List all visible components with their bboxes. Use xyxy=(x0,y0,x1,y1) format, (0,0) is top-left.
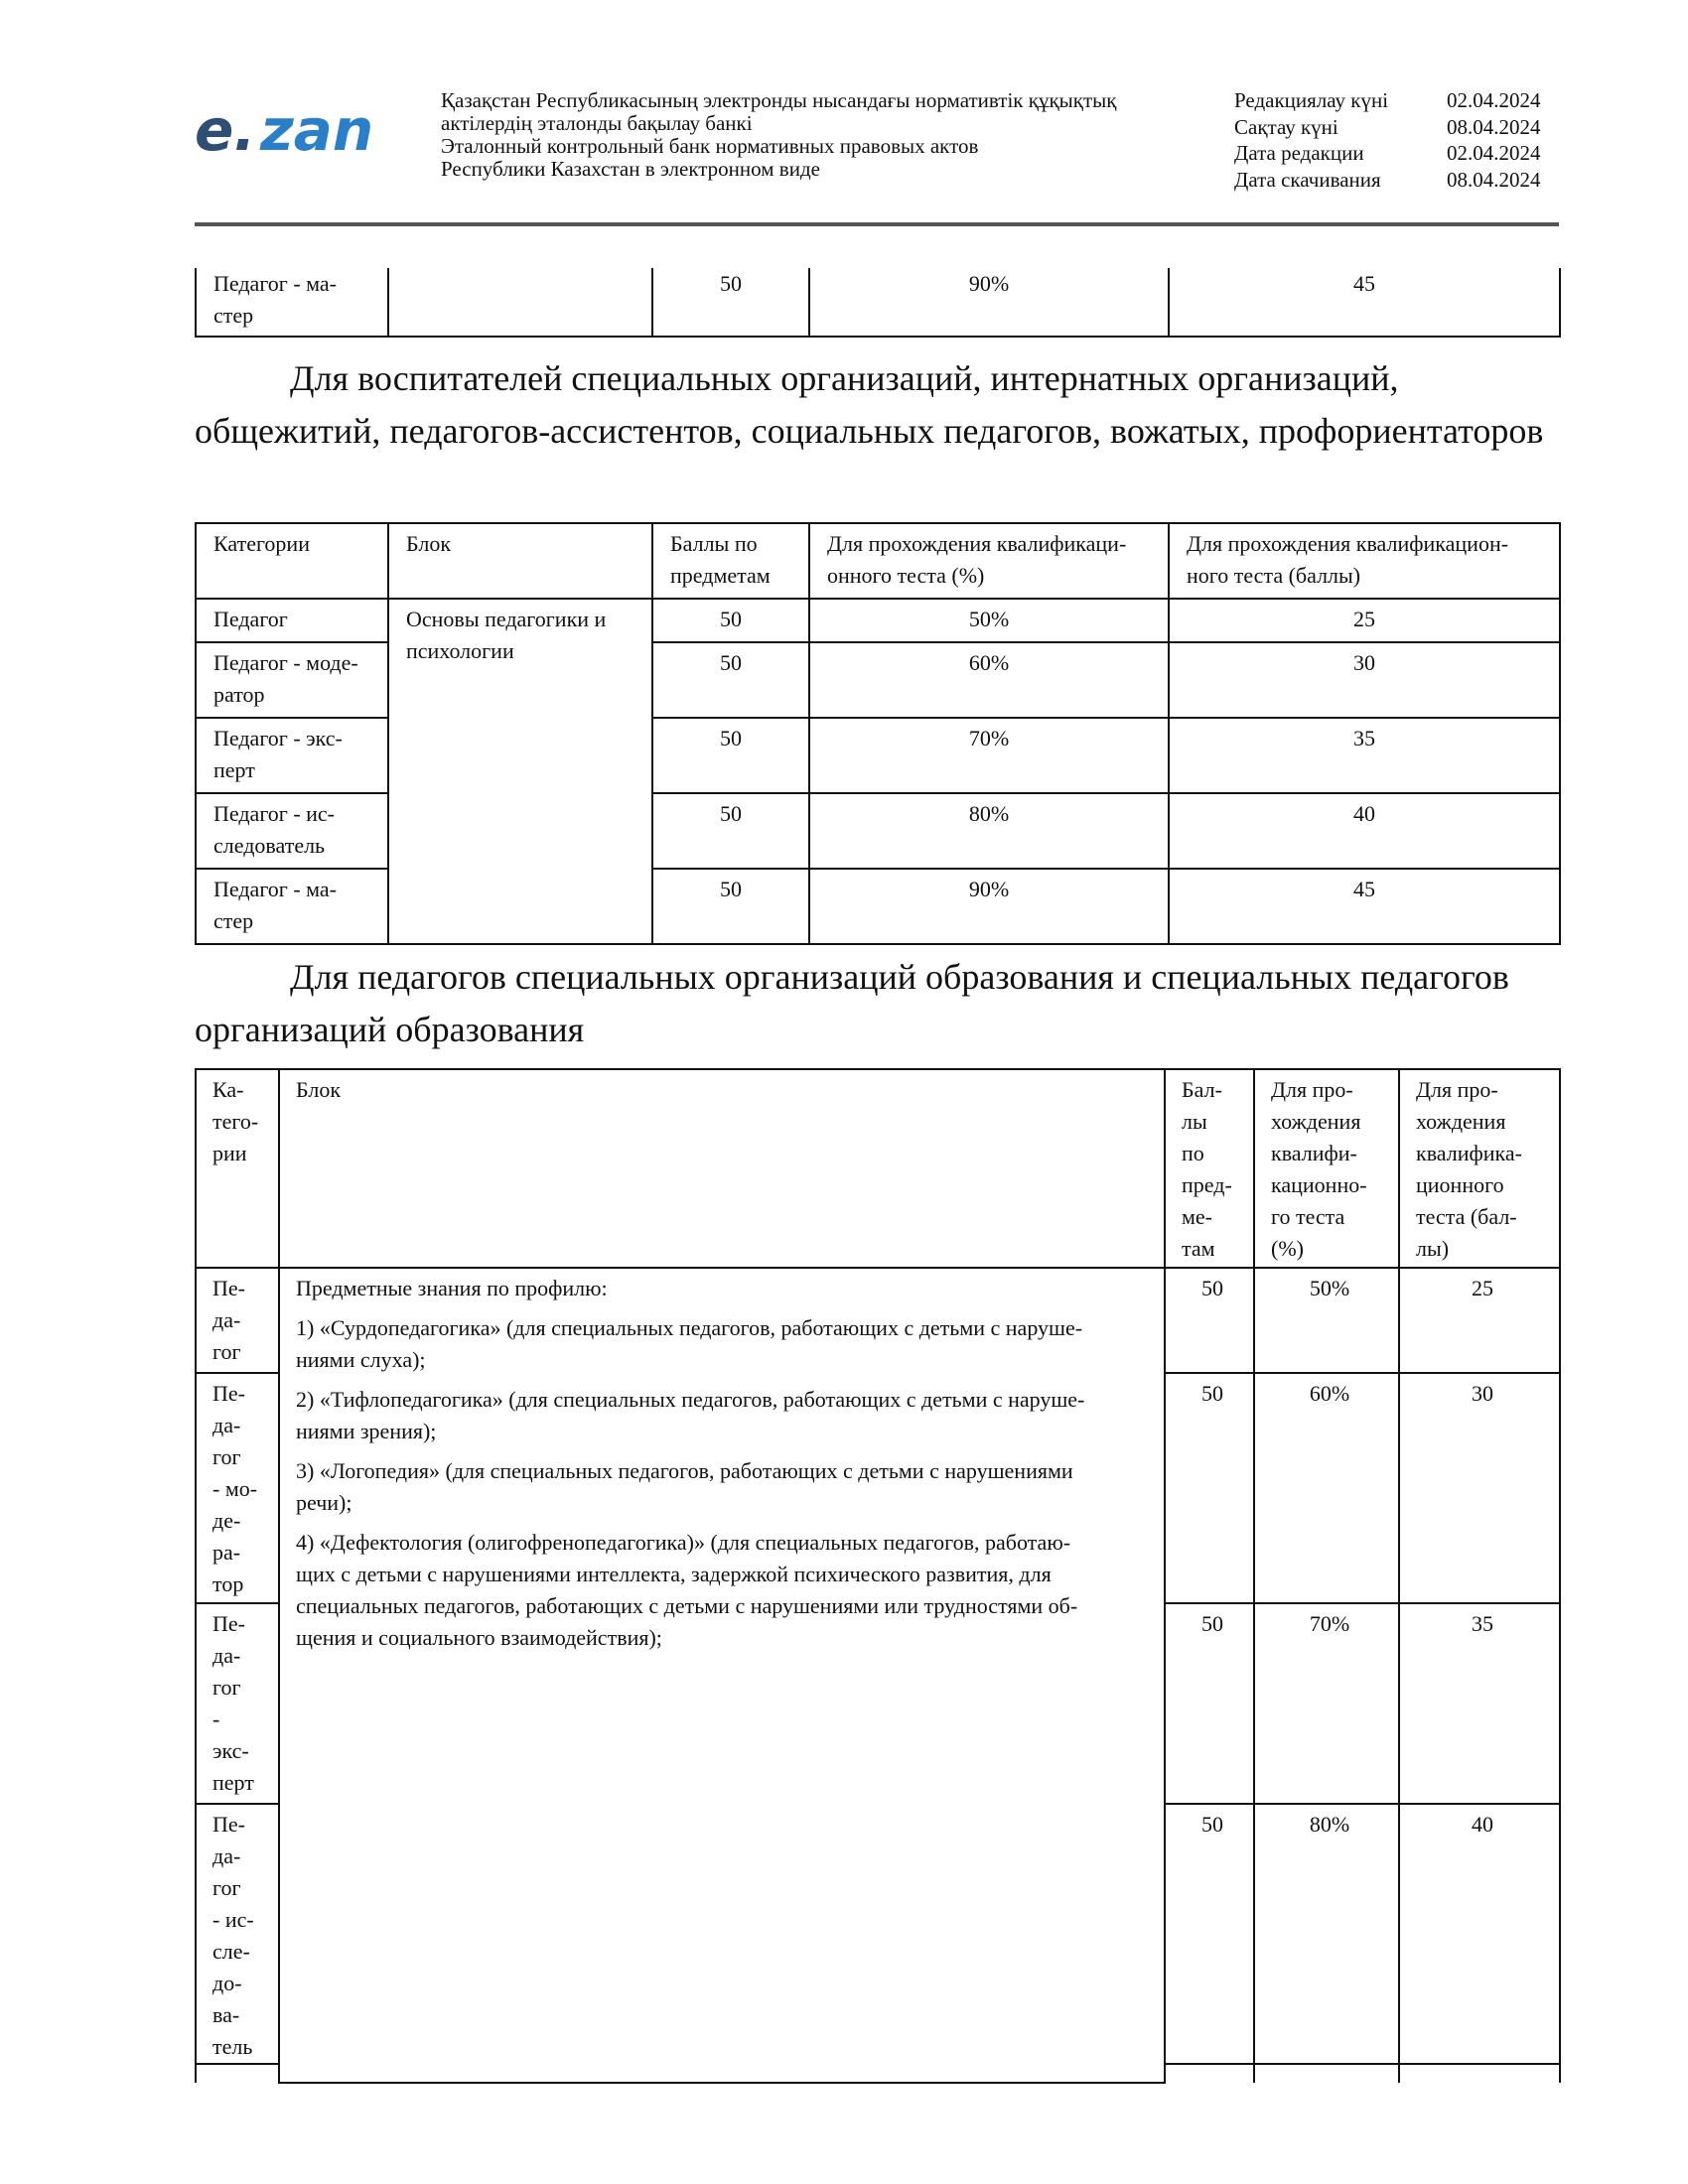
cell-block xyxy=(279,1268,1165,2083)
cell-percent: 80% xyxy=(1254,1804,1399,2064)
date-row-save-kz xyxy=(1234,114,1541,141)
block-paragraph: 2) «Тифлопедагогика» (для специальных педагогов, работающих с детьми с наруше- ниями зрения); xyxy=(296,1387,1085,1443)
cell-category xyxy=(196,2064,279,2083)
cell-score: 30 xyxy=(1169,642,1560,718)
cell-percent: 50% xyxy=(1254,1268,1399,1373)
date-row-edit-kz xyxy=(1234,87,1541,114)
cell-category: Пе- да- гог xyxy=(196,1268,279,1373)
cell-score: 40 xyxy=(1169,793,1560,869)
cell-points: 50 xyxy=(652,268,809,337)
cell-category: Педагог - экс- перт xyxy=(196,718,388,793)
cell-score: 30 xyxy=(1399,1373,1560,1603)
ezan-logo xyxy=(195,95,393,165)
cell-percent: 80% xyxy=(809,793,1169,869)
table-row xyxy=(196,1268,1560,1373)
cell-percent: 70% xyxy=(1254,1603,1399,1804)
cell-points: 50 xyxy=(1165,1603,1254,1804)
header-block: Блок xyxy=(279,1069,1165,1268)
svg-text:e.: e. xyxy=(195,96,256,164)
cell-points: 50 xyxy=(652,793,809,869)
cell-category: Пе- да- гог - экс- перт xyxy=(196,1603,279,1804)
date-row-edit-ru xyxy=(1234,140,1541,167)
date-label: Редакциялау күні xyxy=(1234,88,1389,112)
cell-block: Основы педагогики и психологии xyxy=(388,599,652,944)
org-line: Қазақстан Республикасының электронды нысандағы нормативтік құқықтық xyxy=(441,88,1117,112)
cell-score: 45 xyxy=(1169,869,1560,944)
svg-text:zan: zan xyxy=(260,96,374,164)
cell-category: Пе- да- гог - мо- де- ра- тор xyxy=(196,1373,279,1603)
cell-percent xyxy=(1254,2064,1399,2083)
cell-percent: 60% xyxy=(809,642,1169,718)
block-paragraph: 3) «Логопедия» (для специальных педагогов, работающих с детьми с нарушениями речи); xyxy=(296,1458,1073,1515)
table-header-row xyxy=(196,523,1560,599)
document-dates xyxy=(1234,87,1541,193)
cell-percent: 90% xyxy=(809,268,1169,337)
registry-title xyxy=(441,89,1196,181)
org-line: Эталонный контрольный банк нормативных правовых актов xyxy=(441,134,979,158)
cell-percent: 90% xyxy=(809,869,1169,944)
header-category: Категории xyxy=(196,523,388,599)
cell-percent: 70% xyxy=(809,718,1169,793)
table-header-row xyxy=(196,1069,1560,1268)
date-value: 02.04.2024 xyxy=(1447,88,1541,112)
cell-category: Педагог - моде- ратор xyxy=(196,642,388,718)
table-continuation xyxy=(195,268,1561,338)
cell-points xyxy=(1165,2064,1254,2083)
cell-category: Педагог - ма- стер xyxy=(196,869,388,944)
cell-points: 50 xyxy=(652,642,809,718)
header-divider xyxy=(195,222,1559,226)
cell-category: Педагог xyxy=(196,599,388,642)
cell-points: 50 xyxy=(652,599,809,642)
header-points: Баллы по предметам xyxy=(652,523,809,599)
cell-score: 25 xyxy=(1169,599,1560,642)
cell-score: 45 xyxy=(1169,268,1560,337)
org-line: Республики Казахстан в электронном виде xyxy=(441,157,820,181)
header-block: Блок xyxy=(388,523,652,599)
header-percent: Для про- хождения квалифи- кационно- го теста (%) xyxy=(1254,1069,1399,1268)
cell-score xyxy=(1399,2064,1560,2083)
date-label: Дата скачивания xyxy=(1234,167,1381,192)
date-label: Дата редакции xyxy=(1234,141,1364,165)
cell-points: 50 xyxy=(1165,1804,1254,2064)
section-heading: Для воспитателей специальных организаций, интернатных организаций, общежитий, педагогов-ассистентов, социальных педагогов, вожатых, профориентаторов xyxy=(195,358,1544,451)
cell-percent: 60% xyxy=(1254,1373,1399,1603)
cell-category: Пе- да- гог - ис- сле- до- ва- тель xyxy=(196,1804,279,2064)
date-label: Сақтау күні xyxy=(1234,114,1338,139)
org-line: актілердің эталонды бақылау банкі xyxy=(441,111,753,135)
date-value: 08.04.2024 xyxy=(1447,167,1541,192)
cell-category: Педагог - ма- стер xyxy=(196,268,388,337)
cell-category: Педагог - ис- следователь xyxy=(196,793,388,869)
qualification-table-special-educators xyxy=(195,1068,1561,2084)
header-percent: Для прохождения квалификаци- онного теста (%) xyxy=(809,523,1169,599)
block-paragraph: 4) «Дефектология (олигофренопедагогика)» (для специальных педагогов, работаю- щих с детьми с нарушениями интеллекта, задержкой психического развития, для специальных педагогов, работающих с детьми с нарушениями или трудностями об- щения и социального взаимодействия); xyxy=(296,1530,1078,1650)
cell-points: 50 xyxy=(1165,1373,1254,1603)
table-row xyxy=(196,268,1560,337)
cell-points: 50 xyxy=(1165,1268,1254,1373)
section-heading: Для педагогов специальных организаций образования и специальных педагогов организаций образования xyxy=(195,957,1509,1049)
cell-percent: 50% xyxy=(809,599,1169,642)
cell-score: 25 xyxy=(1399,1268,1560,1373)
qualification-table-educators xyxy=(195,522,1561,945)
cell-points: 50 xyxy=(652,718,809,793)
block-paragraph: 1) «Сурдопедагогика» (для специальных педагогов, работающих с детьми с наруше- ниями слуха); xyxy=(296,1315,1083,1372)
date-value: 08.04.2024 xyxy=(1447,114,1541,139)
header-score: Для прохождения квалификацион- ного теста (баллы) xyxy=(1169,523,1560,599)
cell-block xyxy=(388,268,652,337)
header-score: Для про- хождения квалифика- ционного теста (бал- лы) xyxy=(1399,1069,1560,1268)
header-category: Ка- тего- рии xyxy=(196,1069,279,1268)
header-points: Бал- лы по пред- ме- там xyxy=(1165,1069,1254,1268)
date-value: 02.04.2024 xyxy=(1447,141,1541,165)
cell-points: 50 xyxy=(652,869,809,944)
cell-score: 35 xyxy=(1399,1603,1560,1804)
date-row-download-ru xyxy=(1234,167,1541,194)
block-paragraph: Предметные знания по профилю: xyxy=(296,1276,608,1300)
cell-score: 35 xyxy=(1169,718,1560,793)
table-row xyxy=(196,599,1560,642)
cell-score: 40 xyxy=(1399,1804,1560,2064)
